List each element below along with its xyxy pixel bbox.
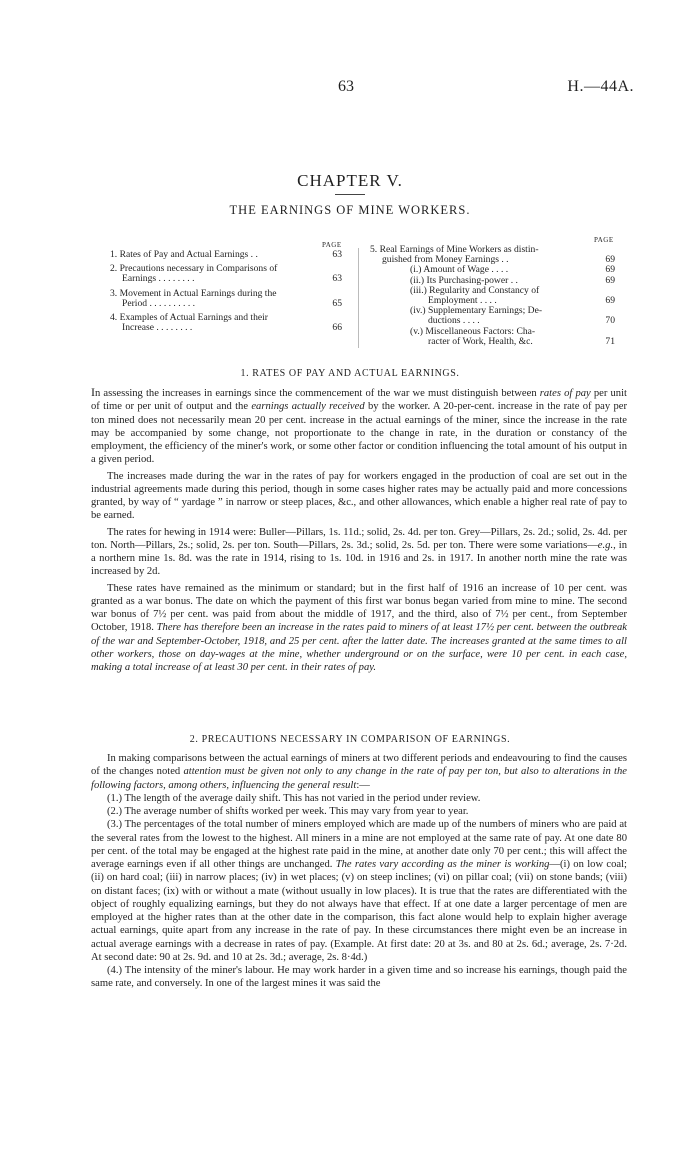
toc-left-column	[110, 250, 342, 333]
toc-entry-text: (i.) Amount of Wage . . . .	[410, 264, 509, 276]
toc-entry-text-cont: guished from Money Earnings . .	[382, 254, 509, 266]
list-item: (3.) The percentages of the total number of miners employed which are made up of the numbers of miners who are paid at the several rates from the lowest to the highest. All miners in a mine are not employed at the same rate of pay. At one date 80 per cent. of the total may be engaged at the highest rate paid in the mine, at another date only 70 per cent.; this will affect the average earnings even if all other things are unchanged. The rates vary according as the miner is working—(i) on low coal; (ii) on hard coal; (iii) in narrow places; (iv) in wet places; (v) on steep inclines; (vi) on pillar coal; (vii) on stone bands; (viii) on distant faces; (ix) with or without a mate (without usually in low places). It is true that the rates are differentiated with the object of roughly equalizing earnings, but they do not always have that effect. If at one date a larger percentage of men are employed at the higher rates than at the other date in the comparison, this fact alone would help to explain higher average actual earnings, quite apart from any increase in the rate of pay. In these circumstances there might even be an increase in actual average earnings with a decrease in rates of pay. (Example. At first date: 20 at 3s. and 80 at 2s. 6d.; average, 2s. 7·2d. At second date: 90 at 2s. 9d. and 10 at 2s. 3d.; average, 2s. 8·4d.)	[91, 819, 627, 963]
toc-page-label-left: PAGE	[322, 241, 342, 249]
toc-entry-text-cont: Increase . . . . . . . .	[122, 322, 193, 334]
toc-entry-text: (v.) Miscellaneous Factors: Cha-	[410, 325, 536, 337]
toc-entry-text-cont: Employment . . . .	[428, 295, 497, 307]
paragraph: In making comparisons between the actual earnings of miners at two different periods and endeavouring to find the causes of the changes noted attention must be given not only to any change in the rate of pay per ton, but also to alterations in the following factors, among others, influencing the general result:—	[91, 753, 627, 791]
toc-entry[interactable]	[370, 306, 615, 326]
document-reference: H.—44A.	[567, 78, 634, 95]
paragraph: The rates for hewing in 1914 were: Buller—Pillars, 1s. 11d.; solid, 2s. 4d. per ton. Grey—Pillars, 2s. 2d.; solid, 2s. 4d. per ton. North—Pillars, 2s.; solid, 2s. per ton. South—Pillars, 2s. 3d.; solid, 2s. 5d. per ton. There were some variations—e.g., in a northern mine 1s. 8d. was the rate in 1914, rising to 1s. 10d. in 1916 and 2s. in 1917. In another north mine the rate was increased by 2d.	[91, 526, 627, 578]
toc-entry[interactable]	[110, 313, 342, 333]
toc-page-label-right: PAGE	[594, 236, 614, 244]
toc-entry-page: 69	[605, 274, 615, 286]
title-rule	[335, 194, 365, 195]
section-heading-rates-of-pay: 1. RATES OF PAY AND ACTUAL EARNINGS.	[240, 368, 460, 379]
toc-entry-page: 69	[605, 254, 615, 266]
toc-entry-text: (ii.) Its Purchasing-power . .	[410, 274, 518, 286]
page-number: 63	[338, 78, 354, 95]
toc-divider	[358, 248, 359, 348]
toc-entry[interactable]	[370, 245, 615, 265]
toc-entry-text: (iv.) Supplementary Earnings; De-	[410, 305, 543, 317]
toc-entry[interactable]	[110, 289, 342, 309]
toc-entry-page: 71	[605, 335, 615, 347]
toc-entry-text: 3. Movement in Actual Earnings during the	[110, 287, 277, 299]
list-item: (4.) The intensity of the miner's labour. He may work harder in a given time and so increase his earnings, though paid the same rate, and conversely. In one of the largest mines it was said the	[91, 965, 627, 990]
paragraph: The increases made during the war in the rates of pay for workers engaged in the production of coal are set out in the industrial agreements made during this period, though in some cases higher rates may be actually paid and more concessions granted, by way of “ yardage ” in narrow or steep places, &c., and other allowances, which enable a higher real rate of pay to be earned.	[91, 470, 627, 522]
paragraph: In assessing the increases in earnings since the commencement of the war we must distinguish between rates of pay per unit of time or per unit of output and the earnings actually received by the worker. A 20-per-cent. increase in the rate of pay per ton mined does not necessarily mean 20 per cent. increase in the actual earnings of the miner, since the increase in the rate may be accompanied by some change, not proportionate to the change in rate, in the duration or constancy of the employment, the efficiency of the miner's work, or some other factor or condition influencing the total amount of his output in a given period.	[91, 385, 627, 466]
toc-entry[interactable]	[370, 286, 615, 306]
chapter-subtitle: THE EARNINGS OF MINE WORKERS.	[229, 203, 471, 217]
toc-entry[interactable]	[110, 250, 342, 260]
section-2-body	[91, 752, 627, 991]
toc-entry-page: 63	[332, 249, 342, 260]
section-1-body	[91, 386, 627, 674]
toc-entry-page: 66	[332, 322, 342, 334]
toc-entry-text: 2. Precautions necessary in Comparisons of	[110, 263, 278, 275]
list-item: (1.) The length of the average daily shift. This has not varied in the period under review.	[107, 792, 481, 804]
toc-entry-text-cont: racter of Work, Health, &c.	[428, 335, 533, 347]
toc-entry-text: 5. Real Earnings of Mine Workers as distin-	[370, 244, 539, 255]
toc-entry-text-cont: ductions . . . .	[428, 315, 480, 327]
list-item: (2.) The average number of shifts worked per week. This may vary from year to year.	[107, 806, 469, 817]
paragraph: These rates have remained as the minimum or standard; but in the first half of 1916 an increase of 10 per cent. was granted as a war bonus. The date on which the payment of this first war bonus began varied from mine to mine. The second war bonus of 7½ per cent. was paid from about the middle of 1917, and the third, also of 7½ per cent., from September October, 1918. There has therefore been an increase in the rates paid to miners of at least 17½ per cent. between the outbreak of the war and September-October, 1918, and 25 per cent. after the latter date. The increases granted at the same times to all other workers, those on day-wages at the mine, whether underground or on the surface, were 10 per cent. in each case, making a total increase of at least 30 per cent. in their rates of pay.	[91, 582, 627, 673]
toc-entry-text: 1. Rates of Pay and Actual Earnings . .	[110, 249, 258, 260]
toc-entry-text-cont: Earnings . . . . . . . .	[122, 273, 195, 285]
page-header	[0, 78, 700, 98]
toc-entry-page: 69	[605, 264, 615, 276]
section-heading-precautions: 2. PRECAUTIONS NECESSARY IN COMPARISON OF EARNINGS.	[189, 734, 511, 745]
toc-entry-text: 4. Examples of Actual Earnings and their	[110, 312, 268, 324]
toc-entry[interactable]	[110, 264, 342, 284]
toc-entry-text-cont: Period . . . . . . . . . .	[122, 297, 196, 309]
toc-entry-page: 65	[332, 297, 342, 309]
toc-entry-text: (iii.) Regularity and Constancy of	[410, 284, 540, 296]
toc-right-column	[370, 245, 615, 347]
toc-entry-page: 70	[605, 315, 615, 327]
toc-entry-page: 63	[332, 273, 342, 285]
toc-entry-page: 69	[605, 295, 615, 307]
toc-entry[interactable]	[370, 327, 615, 347]
chapter-title: CHAPTER V.	[297, 171, 403, 190]
